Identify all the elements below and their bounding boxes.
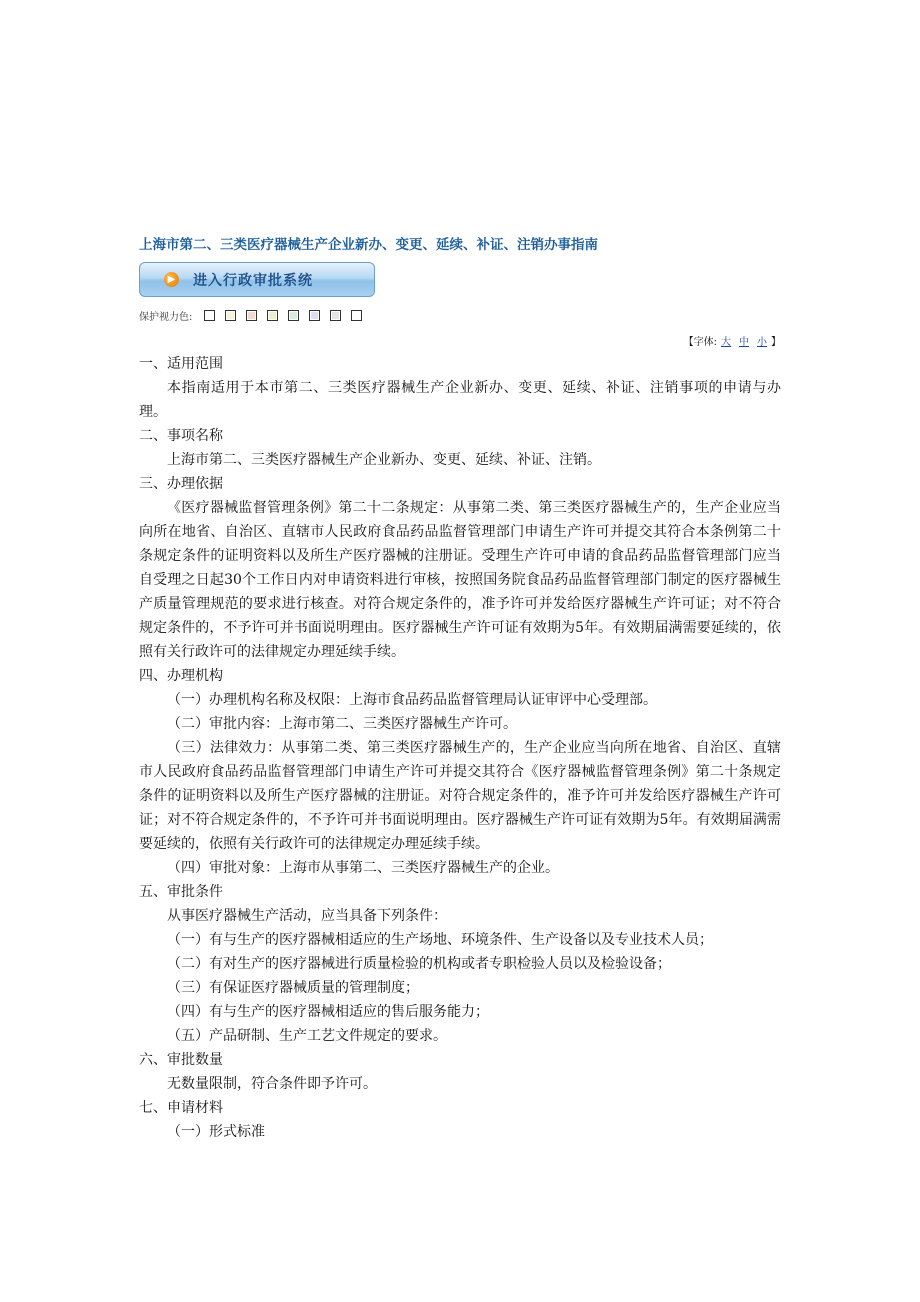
eye-color-swatch[interactable] (204, 310, 215, 321)
font-size-large-link[interactable]: 大 (721, 337, 731, 348)
section-heading: 五、审批条件 (139, 884, 223, 900)
paragraph: （二）有对生产的医疗器械进行质量检验的机构或者专职检验人员以及检验设备； (167, 956, 671, 972)
section-heading: 二、事项名称 (139, 428, 223, 444)
eye-color-swatch[interactable] (351, 310, 362, 321)
font-size-suffix: 】 (771, 337, 781, 348)
paragraph: （三）有保证医疗器械质量的管理制度； (167, 980, 419, 996)
font-size-medium-link[interactable]: 中 (739, 337, 749, 348)
paragraph: （四）审批对象：上海市从事第二、三类医疗器械生产的企业。 (167, 860, 559, 876)
font-size-selector (684, 333, 781, 348)
enter-approval-system-button[interactable] (139, 262, 375, 297)
paragraph: （三）法律效力：从事第二类、第三类医疗器械生产的，生产企业应当向所在地省、自治区、直辖市人民政府食品药品监督管理部门申请生产许可并提交其符合《医疗器械监督管理条例》第二十条规定条件的证明资料以及所生产医疗器械的注册证。对符合规定条件的，准予许可并发给医疗器械生产许可证；对不符合规定条件的，不予许可并书面说明理由。医疗器械生产许可证有效期为5年。有效期届满需要延续的，依照有关行政许可的法律规定办理延续手续。 (139, 740, 781, 852)
document-body (139, 352, 781, 1144)
eye-color-swatch[interactable] (246, 310, 257, 321)
paragraph: （五）产品研制、生产工艺文件规定的要求。 (167, 1028, 447, 1044)
paragraph: （一）有与生产的医疗器械相适应的生产场地、环境条件、生产设备以及专业技术人员； (167, 932, 713, 948)
paragraph: 本指南适用于本市第二、三类医疗器械生产企业新办、变更、延续、补证、注销事项的申请与办理。 (139, 380, 781, 420)
eye-protection-color-bar (139, 307, 372, 323)
page-title: 上海市第二、三类医疗器械生产企业新办、变更、延续、补证、注销办事指南 (139, 237, 598, 253)
eye-color-swatch[interactable] (267, 310, 278, 321)
paragraph: 无数量限制，符合条件即予许可。 (167, 1076, 377, 1092)
eye-color-swatch[interactable] (288, 310, 299, 321)
eye-color-swatch[interactable] (309, 310, 320, 321)
section-heading: 四、办理机构 (139, 668, 223, 684)
eye-color-swatch[interactable] (330, 310, 341, 321)
section-heading: 七、申请材料 (139, 1100, 223, 1116)
paragraph: 《医疗器械监督管理条例》第二十二条规定：从事第二类、第三类医疗器械生产的，生产企业应当向所在地省、自治区、直辖市人民政府食品药品监督管理部门申请生产许可并提交其符合本条例第二十条规定条件的证明资料以及所生产医疗器械的注册证。受理生产许可申请的食品药品监督管理部门应当自受理之日起30个工作日内对申请资料进行审核，按照国务院食品药品监督管理部门制定的医疗器械生产质量管理规范的要求进行核查。对符合规定条件的，准予许可并发给医疗器械生产许可证；对不符合规定条件的，不予许可并书面说明理由。医疗器械生产许可证有效期为5年。有效期届满需要延续的，依照有关行政许可的法律规定办理延续手续。 (139, 500, 781, 660)
section-heading: 三、办理依据 (139, 476, 223, 492)
font-size-prefix: 【字体: (683, 337, 717, 348)
enter-approval-system-label: 进入行政审批系统 (193, 272, 313, 289)
paragraph: 上海市第二、三类医疗器械生产企业新办、变更、延续、补证、注销。 (167, 452, 601, 468)
paragraph: 从事医疗器械生产活动，应当具备下列条件： (167, 908, 447, 924)
arrow-right-icon: ▶ (164, 272, 179, 287)
eye-protection-label: 保护视力色: (139, 311, 193, 323)
paragraph: （二）审批内容：上海市第二、三类医疗器械生产许可。 (167, 716, 517, 732)
paragraph: （一）形式标准 (167, 1124, 265, 1140)
font-size-small-link[interactable]: 小 (757, 337, 767, 348)
eye-color-swatch[interactable] (225, 310, 236, 321)
eye-protection-swatches (204, 310, 372, 321)
paragraph: （四）有与生产的医疗器械相适应的售后服务能力； (167, 1004, 489, 1020)
section-heading: 六、审批数量 (139, 1052, 223, 1068)
section-heading: 一、适用范围 (139, 356, 223, 372)
paragraph: （一）办理机构名称及权限：上海市食品药品监督管理局认证审评中心受理部。 (167, 692, 657, 708)
